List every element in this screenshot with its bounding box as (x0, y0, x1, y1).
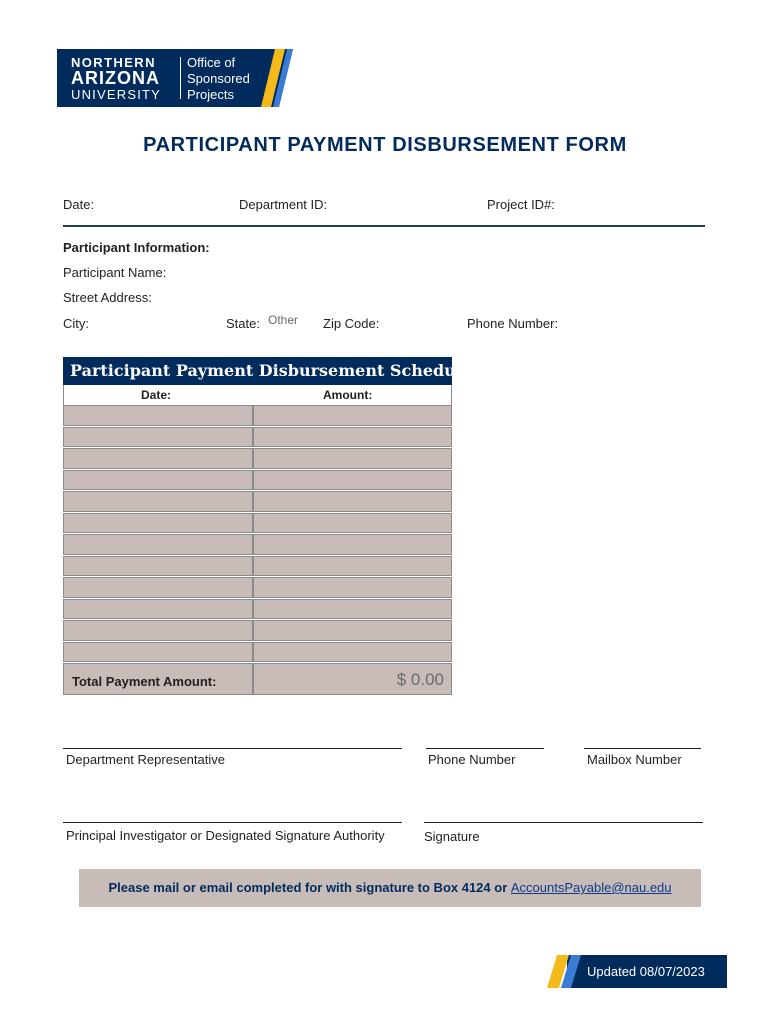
state-select[interactable]: Other (268, 313, 299, 327)
date-cell-input[interactable] (63, 577, 253, 598)
logo-office-1: Office of (187, 55, 236, 70)
table-row (63, 405, 452, 427)
date-cell-input[interactable] (63, 448, 253, 469)
dept-rep-line (63, 748, 402, 749)
table-row (63, 599, 452, 621)
table-row (63, 513, 452, 535)
column-date: Date: (141, 388, 172, 402)
table-row (63, 534, 452, 556)
date-label: Date: (63, 197, 95, 212)
updated-date: Updated 08/07/2023 (587, 964, 705, 979)
state-label: State: (226, 316, 260, 331)
street-address-label: Street Address: (63, 290, 152, 305)
mail-notice (79, 869, 701, 907)
payment-schedule-table (63, 357, 473, 695)
email-link[interactable]: AccountsPayable@nau.edu (510, 880, 672, 895)
total-row (63, 663, 452, 695)
sig-phone-label: Phone Number (428, 752, 516, 767)
amount-cell-input[interactable] (253, 405, 452, 426)
date-cell-input[interactable] (63, 405, 253, 426)
logo-line-3: UNIVERSITY (71, 87, 162, 102)
table-row (63, 620, 452, 642)
zip-code-label: Zip Code: (323, 316, 380, 331)
schedule-rows (63, 405, 452, 663)
amount-cell-input[interactable] (253, 448, 452, 469)
date-cell-input[interactable] (63, 556, 253, 577)
date-cell-input[interactable] (63, 427, 253, 448)
date-cell-input[interactable] (63, 491, 253, 512)
amount-cell-input[interactable] (253, 534, 452, 555)
mailbox-line (584, 748, 701, 749)
amount-cell-input[interactable] (253, 470, 452, 491)
participant-name-label: Participant Name: (63, 265, 167, 280)
date-cell-input[interactable] (63, 620, 253, 641)
date-cell-input[interactable] (63, 642, 253, 663)
badge-stripes-icon (547, 955, 581, 988)
phone-line (426, 748, 544, 749)
updated-badge (547, 955, 727, 988)
logo-line-2: ARIZONA (71, 68, 160, 88)
amount-cell-input[interactable] (253, 599, 452, 620)
amount-cell-input[interactable] (253, 513, 452, 534)
phone-number-label: Phone Number: (467, 316, 559, 331)
table-row (63, 448, 452, 470)
mailbox-label: Mailbox Number (587, 752, 682, 767)
total-label: Total Payment Amount: (63, 663, 253, 695)
table-row (63, 491, 452, 513)
amount-cell-input[interactable] (253, 577, 452, 598)
participant-heading: Participant Information: (63, 240, 210, 255)
logo-office-3: Projects (187, 87, 234, 102)
amount-cell-input[interactable] (253, 491, 452, 512)
table-row (63, 427, 452, 449)
date-cell-input[interactable] (63, 470, 253, 491)
signature-line (424, 822, 703, 823)
date-cell-input[interactable] (63, 513, 253, 534)
date-cell-input[interactable] (63, 534, 253, 555)
amount-cell-input[interactable] (253, 427, 452, 448)
nau-logo (57, 49, 293, 107)
dept-rep-label: Department Representative (66, 752, 225, 767)
date-cell-input[interactable] (63, 599, 253, 620)
table-row (63, 642, 452, 664)
table-row (63, 556, 452, 578)
table-row (63, 577, 452, 599)
header-divider (63, 225, 705, 227)
total-value: $ 0.00 (253, 663, 452, 695)
pi-line (63, 822, 402, 823)
amount-cell-input[interactable] (253, 556, 452, 577)
notice-text: Please mail or email completed for with signature to Box 4124 or (108, 880, 511, 895)
department-id-label: Department ID: (239, 197, 328, 212)
table-row (63, 470, 452, 492)
signature-label: Signature (424, 829, 480, 844)
project-id-label: Project ID#: (487, 197, 555, 212)
amount-cell-input[interactable] (253, 620, 452, 641)
pi-label: Principal Investigator or Designated Signature Authority (66, 828, 385, 843)
city-label: City: (63, 316, 89, 331)
amount-cell-input[interactable] (253, 642, 452, 663)
form-title: PARTICIPANT PAYMENT DISBURSEMENT FORM (143, 134, 627, 156)
logo-line-1: NORTHERN (71, 55, 156, 70)
logo-office-2: Sponsored (187, 71, 250, 86)
logo-divider (180, 57, 181, 99)
logo-stripes-icon (247, 49, 293, 107)
schedule-column-headers (63, 385, 452, 405)
schedule-heading: Participant Payment Disbursement Schedule (63, 357, 452, 385)
column-amount: Amount: (323, 388, 373, 402)
